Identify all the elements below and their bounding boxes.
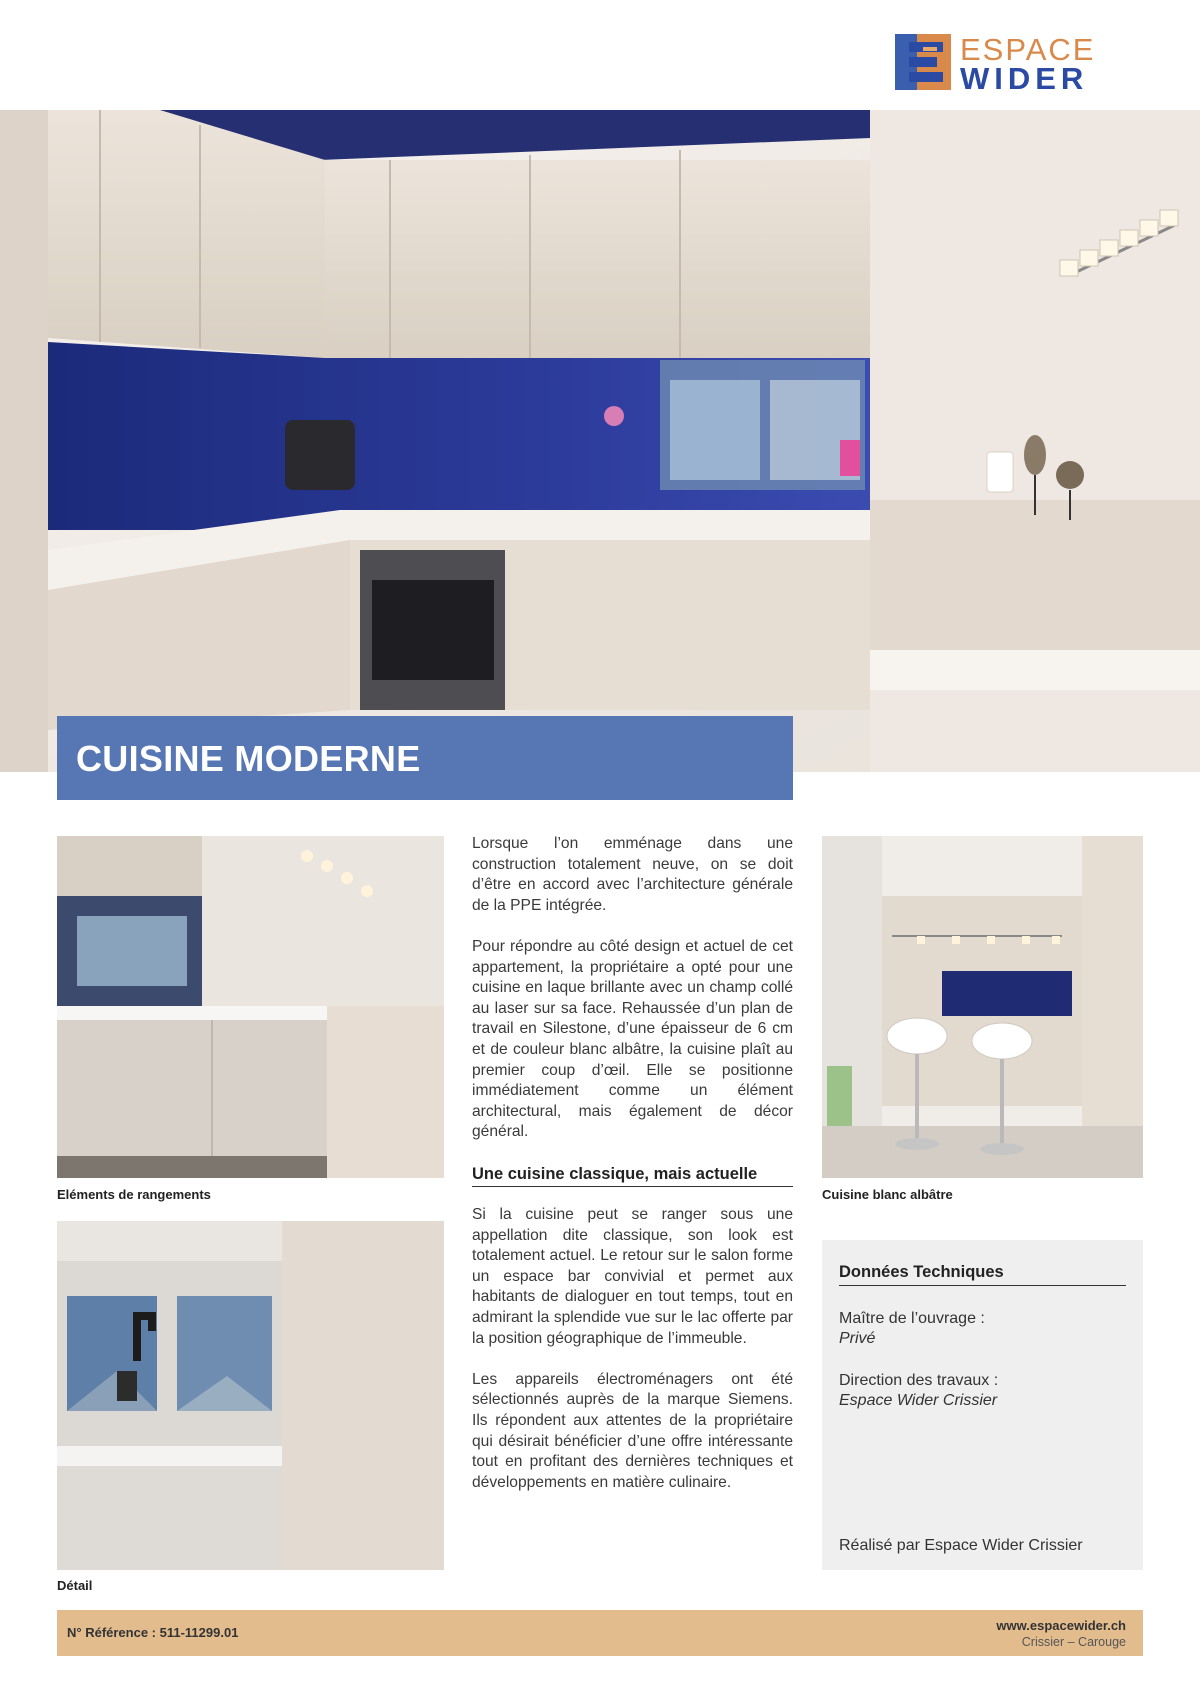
section-heading: Une cuisine classique, mais actuelle [472, 1164, 793, 1188]
photo-albatre [822, 836, 1143, 1178]
realise-text: Réalisé par Espace Wider Crissier [839, 1537, 1083, 1554]
owner-label: Maître de l’ouvrage : [839, 1310, 985, 1327]
hero-photo [0, 110, 1200, 772]
photo-rangements [57, 836, 444, 1178]
article-body [472, 834, 793, 1514]
locations: Crissier – Carouge [1021, 1635, 1126, 1649]
reference-number: N° Référence : 511-11299.01 [67, 1625, 239, 1640]
direction-label: Direction des travaux : [839, 1372, 999, 1389]
technical-data-box [822, 1240, 1143, 1570]
website-link[interactable]: www.espacewider.ch [996, 1618, 1126, 1633]
technical-data-title: Données Techniques [839, 1263, 1126, 1286]
brand-name-line1: ESPACE [960, 32, 1096, 67]
brand-name-line2: WIDER [960, 61, 1089, 96]
caption-albatre: Cuisine blanc albâtre [822, 1187, 953, 1202]
brand-logo [895, 34, 1145, 94]
paragraph-classique: Si la cuisine peut se ranger sous une appellation dite classique, son look est totalement actuel. Le retour sur le salon forme un espace bar convivial et permet aux habitants de dialoguer en tout temps, tout en admirant la splendide vue sur le lac offerte par la position géographique de l’immeuble. [472, 1206, 793, 1347]
caption-rangements: Eléments de rangements [57, 1187, 211, 1202]
paragraph-intro: Lorsque l’on emménage dans une construction totalement neuve, on se doit d’être en accord avec l’architecture générale de la PPE intégrée. [472, 835, 793, 914]
paragraph-appareils: Les appareils électroménagers ont été sélectionnés auprès de la marque Siemens. Ils répondent aux attentes de la propriétaire qui désirait bénéficier d’une offre intéressante tout en profitant des dernières techniques et développements en matière culinaire. [472, 1370, 793, 1491]
owner-value: Privé [839, 1330, 876, 1347]
footer-bar [57, 1610, 1143, 1656]
logo-mark-icon [895, 34, 951, 90]
paragraph-design: Pour répondre au côté design et actuel de cet appartement, la propriétaire a opté pour une cuisine en laque brillante avec un champ collé au laser sur sa face. Rehaussée d’un plan de travail en Silestone, d’une épaisseur de 6 cm et de couleur blanc albâtre, la cuisine plaît au premier coup d’œil. Elle se positionne immédiatement comme un élément architectural, mais également de décor général. [472, 937, 793, 1141]
caption-detail: Détail [57, 1578, 93, 1593]
photo-detail [57, 1221, 444, 1570]
page-title: CUISINE MODERNE [76, 738, 421, 779]
direction-value: Espace Wider Crissier [839, 1392, 998, 1409]
title-band [57, 716, 793, 800]
